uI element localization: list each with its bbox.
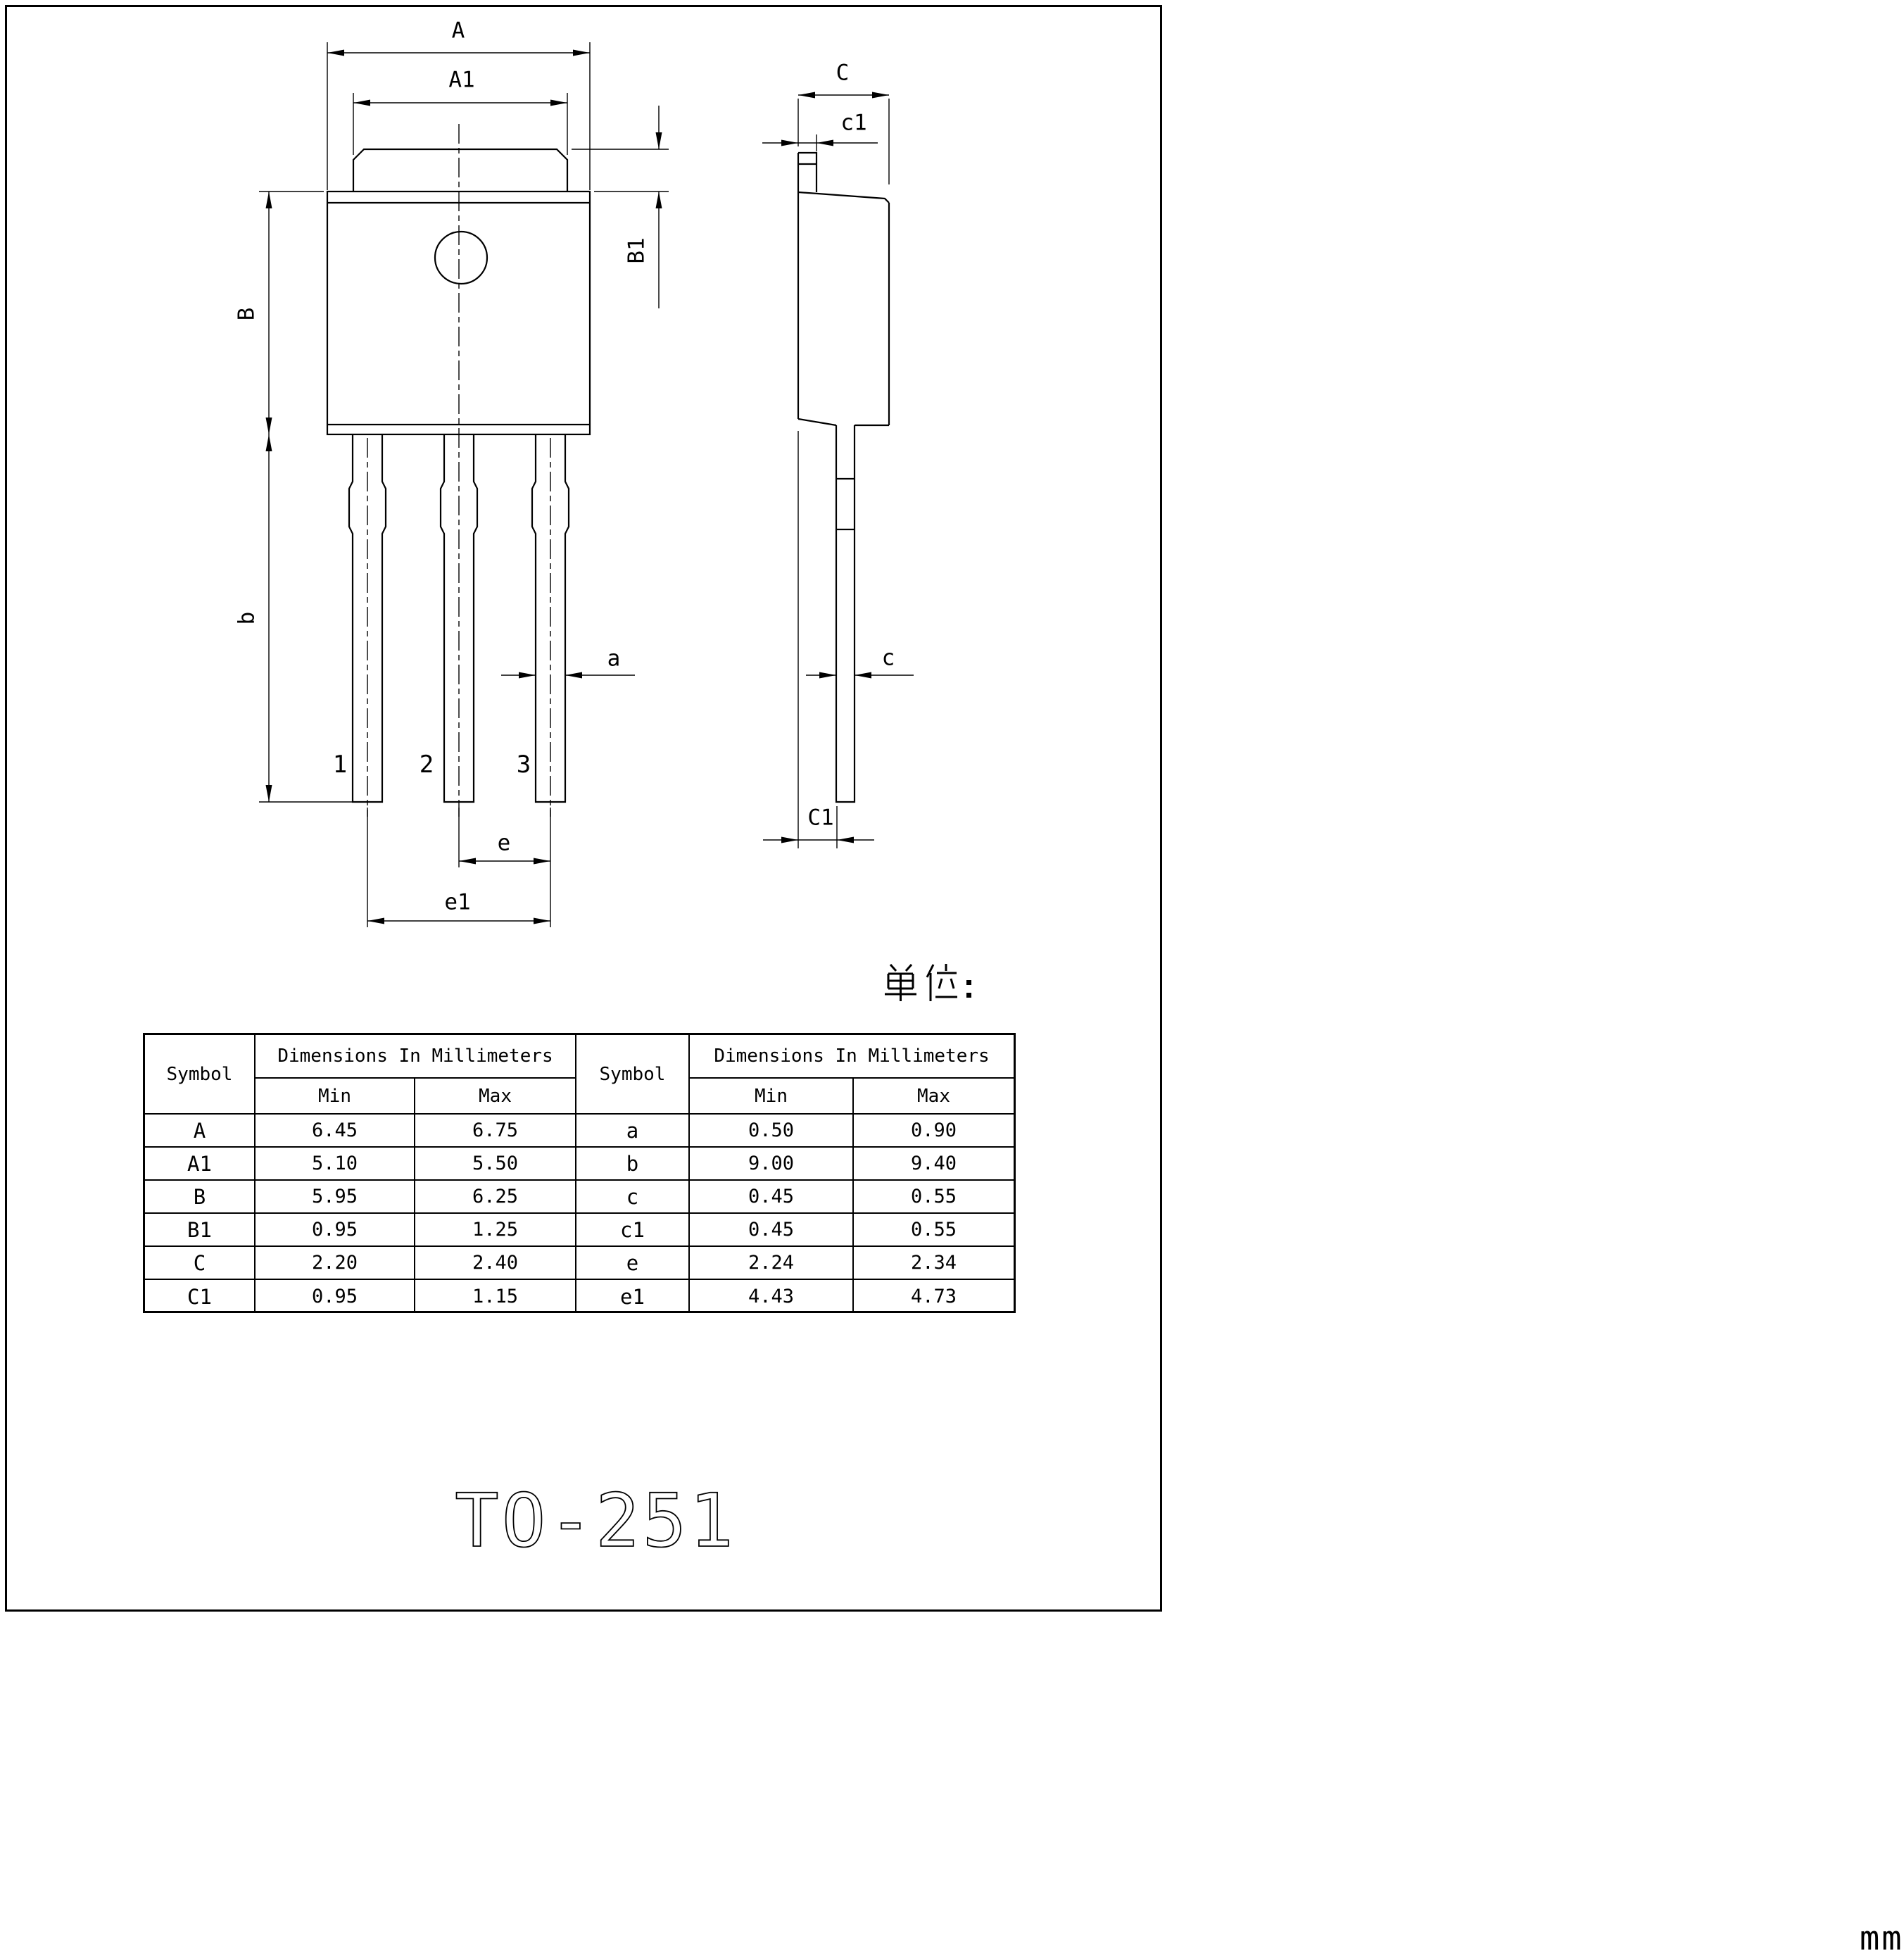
table-header-min-right: Min bbox=[690, 1079, 854, 1115]
dim-label-b: b bbox=[234, 611, 260, 625]
side-lead bbox=[836, 425, 855, 802]
front-view bbox=[327, 124, 590, 817]
mounting-hole bbox=[435, 232, 487, 284]
table-header-symbol-right: Symbol bbox=[576, 1035, 690, 1115]
table-cell-min: 5.10 bbox=[256, 1148, 415, 1181]
dim-label-c1: c1 bbox=[840, 110, 867, 136]
table-header-max-right: Max bbox=[854, 1079, 1014, 1115]
dim-B1-lines bbox=[572, 106, 669, 308]
pin-number-3: 3 bbox=[516, 751, 531, 779]
table-cell-min: 2.24 bbox=[690, 1247, 854, 1280]
table-cell-max: 6.25 bbox=[415, 1181, 576, 1214]
table-cell-symbol: C1 bbox=[145, 1280, 256, 1313]
front-view-arrowheads bbox=[266, 50, 662, 924]
table-cell-symbol: A1 bbox=[145, 1148, 256, 1181]
table-cell-max: 5.50 bbox=[415, 1148, 576, 1181]
table-cell-min: 0.95 bbox=[256, 1214, 415, 1247]
table-cell-min: 0.45 bbox=[690, 1181, 854, 1214]
dim-e-lines bbox=[459, 808, 550, 927]
table-header-min-left: Min bbox=[256, 1079, 415, 1115]
table-cell-min: 9.00 bbox=[690, 1148, 854, 1181]
dim-label-e: e bbox=[497, 830, 511, 856]
table-cell-symbol: e1 bbox=[576, 1280, 690, 1313]
dim-label-A: A bbox=[451, 18, 465, 44]
table-cell-min: 6.45 bbox=[256, 1115, 415, 1148]
table-cell-min: 0.45 bbox=[690, 1214, 854, 1247]
table-cell-max: 6.75 bbox=[415, 1115, 576, 1148]
side-view-dimensions bbox=[762, 95, 914, 848]
package-title: TO-251 bbox=[455, 1478, 736, 1564]
table-cell-symbol: A bbox=[145, 1115, 256, 1148]
dim-A1-lines bbox=[353, 93, 567, 155]
table-header-max-left: Max bbox=[415, 1079, 576, 1115]
table-cell-symbol: e bbox=[576, 1247, 690, 1280]
dim-C1-lines bbox=[763, 431, 874, 848]
table-cell-symbol: c bbox=[576, 1181, 690, 1214]
table-cell-max: 9.40 bbox=[854, 1148, 1014, 1181]
table-cell-symbol: b bbox=[576, 1148, 690, 1181]
side-body-outline bbox=[798, 153, 889, 425]
dim-B-lines bbox=[259, 192, 324, 434]
table-cell-max: 0.90 bbox=[854, 1115, 1014, 1148]
table-cell-max: 1.25 bbox=[415, 1214, 576, 1247]
dim-label-e1: e1 bbox=[444, 889, 471, 915]
table-cell-symbol: a bbox=[576, 1115, 690, 1148]
dim-label-c: c bbox=[881, 645, 895, 671]
front-view-dimensions bbox=[259, 42, 669, 927]
dim-label-B1: B1 bbox=[624, 237, 650, 264]
table-cell-min: 0.50 bbox=[690, 1115, 854, 1148]
table-header-symbol-left: Symbol bbox=[145, 1035, 256, 1115]
front-tab-outline bbox=[353, 149, 567, 192]
pin-number-2: 2 bbox=[419, 751, 434, 779]
table-cell-max: 0.55 bbox=[854, 1181, 1014, 1214]
dim-label-C1: C1 bbox=[807, 805, 834, 831]
table-cell-min: 5.95 bbox=[256, 1181, 415, 1214]
table-cell-min: 4.43 bbox=[690, 1280, 854, 1313]
dim-label-a: a bbox=[607, 646, 621, 672]
side-view bbox=[798, 153, 889, 802]
table-cell-min: 2.20 bbox=[256, 1247, 415, 1280]
dim-label-B: B bbox=[234, 307, 260, 321]
dim-label-A1: A1 bbox=[448, 67, 475, 93]
dim-label-C: C bbox=[836, 60, 850, 86]
table-cell-symbol: B1 bbox=[145, 1214, 256, 1247]
table-cell-symbol: C bbox=[145, 1247, 256, 1280]
pin-number-1: 1 bbox=[332, 751, 348, 779]
unit-note-mm-text: mm bbox=[1860, 1919, 1904, 1958]
table-cell-max: 0.55 bbox=[854, 1214, 1014, 1247]
dimensions-table bbox=[143, 1033, 1016, 1313]
dim-b-lines bbox=[259, 434, 352, 802]
table-cell-max: 1.15 bbox=[415, 1280, 576, 1313]
table-cell-symbol: B bbox=[145, 1181, 256, 1214]
table-cell-max: 2.40 bbox=[415, 1247, 576, 1280]
table-cell-min: 0.95 bbox=[256, 1280, 415, 1313]
dim-C-lines bbox=[798, 95, 889, 184]
table-header-dims-right: Dimensions In Millimeters bbox=[690, 1035, 1014, 1079]
table-cell-max: 2.34 bbox=[854, 1247, 1014, 1280]
table-cell-max: 4.73 bbox=[910, 1286, 957, 1307]
table-header-dims-left: Dimensions In Millimeters bbox=[256, 1035, 576, 1079]
table-cell-symbol: c1 bbox=[576, 1214, 690, 1247]
